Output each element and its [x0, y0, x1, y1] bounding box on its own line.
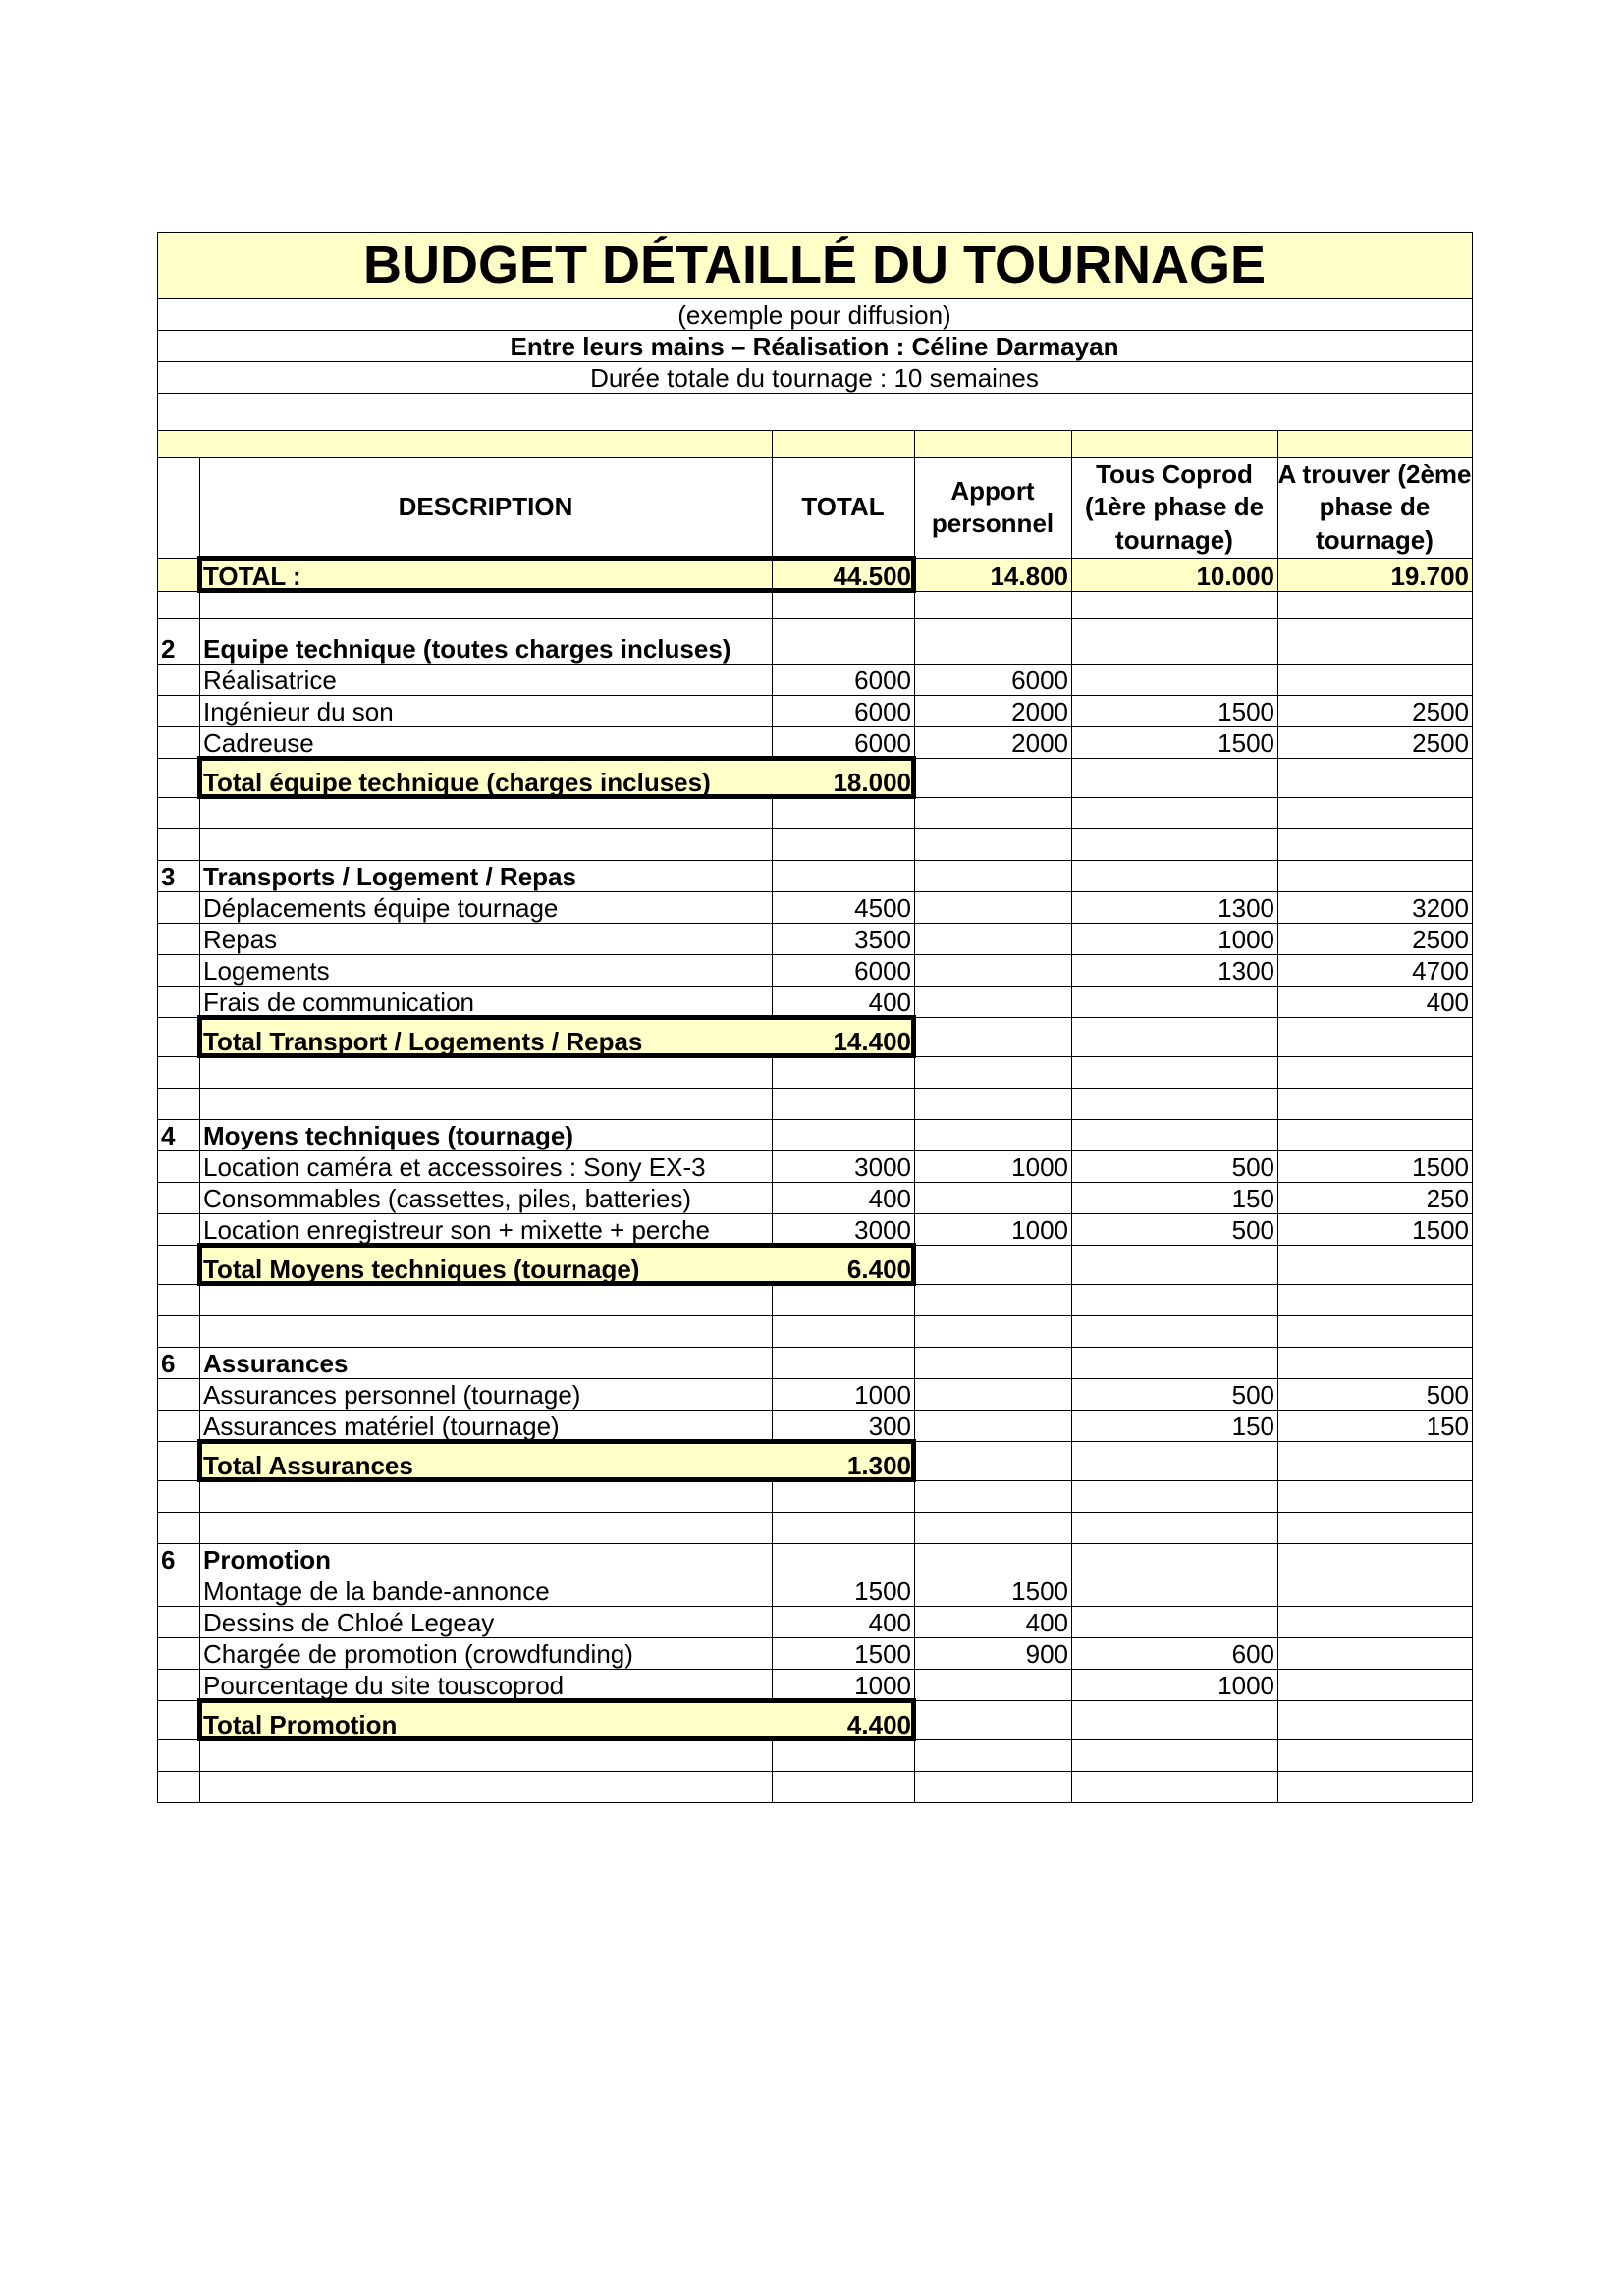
item-apport	[914, 1669, 1071, 1700]
item-description: Ingénieur du son	[203, 697, 394, 726]
item-trouver	[1277, 1606, 1472, 1637]
item-description: Frais de communication	[203, 988, 474, 1017]
budget-sheet	[157, 232, 1472, 1837]
grand-total-box	[197, 556, 916, 593]
highlight-fill	[157, 430, 1472, 457]
item-description: Chargée de promotion (crowdfunding)	[203, 1639, 633, 1669]
item-coprod: 1300	[1217, 893, 1274, 923]
item-trouver: 2500	[1412, 925, 1469, 954]
item-description: Assurances matériel (tournage)	[203, 1412, 560, 1441]
item-total: 6000	[854, 956, 911, 986]
item-description: Dessins de Chloé Legeay	[203, 1608, 495, 1637]
row-line	[157, 1802, 1472, 1803]
item-apport: 2000	[1011, 697, 1068, 726]
item-trouver: 150	[1426, 1412, 1469, 1441]
subtotal-value: 6.400	[846, 1255, 911, 1284]
item-trouver: 250	[1426, 1184, 1469, 1213]
subtotal-box	[197, 1015, 916, 1058]
item-apport	[914, 954, 1071, 986]
item-description: Réalisatrice	[203, 666, 337, 695]
item-total: 1500	[854, 1639, 911, 1669]
item-apport	[914, 1410, 1071, 1441]
subtotal-label: Total équipe technique (charges incluses)	[203, 768, 711, 797]
item-total: 3000	[854, 1152, 911, 1182]
item-apport	[914, 891, 1071, 923]
item-coprod: 1000	[1217, 925, 1274, 954]
item-apport: 6000	[1011, 666, 1068, 695]
row-line	[157, 1315, 1472, 1316]
page-title: BUDGET DÉTAILLÉ DU TOURNAGE	[362, 236, 1266, 294]
col-line	[1472, 232, 1473, 1802]
subtotal-label: Total Moyens techniques (tournage)	[203, 1255, 640, 1284]
item-description: Consommables (cassettes, piles, batteries)	[203, 1184, 692, 1213]
item-coprod: 1300	[1217, 956, 1274, 986]
item-apport	[914, 986, 1071, 1017]
subtotal-value: 18.000	[833, 768, 911, 797]
item-total: 6000	[854, 728, 911, 758]
item-trouver: 4700	[1412, 956, 1469, 986]
subtotal-value: 14.400	[833, 1027, 911, 1056]
header-trouver: A trouver (2ème phase de tournage)	[1277, 459, 1472, 555]
item-apport	[914, 1378, 1071, 1410]
item-apport	[914, 1182, 1071, 1213]
item-total: 3000	[854, 1215, 911, 1245]
subtotal-value: 1.300	[846, 1451, 911, 1480]
item-apport: 1000	[1011, 1215, 1068, 1245]
section-heading: Equipe technique (toutes charges incluses)	[203, 634, 731, 664]
row-line	[157, 1512, 1472, 1513]
item-description: Repas	[203, 925, 278, 954]
section-heading: Promotion	[203, 1545, 331, 1575]
item-total: 1000	[854, 1380, 911, 1410]
section-number: 6	[161, 1545, 176, 1575]
item-apport: 400	[1025, 1608, 1068, 1637]
item-coprod: 600	[1231, 1639, 1274, 1669]
item-apport: 2000	[1011, 728, 1068, 758]
subtitle-line: (exemple pour diffusion)	[677, 300, 951, 330]
subtotal-box	[197, 1243, 916, 1286]
item-total: 1500	[854, 1576, 911, 1606]
row-line	[157, 828, 1472, 829]
item-trouver: 1500	[1412, 1152, 1469, 1182]
row-line	[157, 1088, 1472, 1089]
item-trouver: 2500	[1412, 728, 1469, 758]
item-trouver	[1277, 664, 1472, 695]
header-coprod: Tous Coprod (1ère phase de tournage)	[1084, 459, 1265, 555]
item-apport: 1000	[1011, 1152, 1068, 1182]
grand-total-trouver: 19.700	[1390, 561, 1469, 591]
item-coprod	[1071, 1575, 1277, 1606]
subtotal-label: Total Transport / Logements / Repas	[203, 1027, 643, 1056]
item-coprod: 1500	[1217, 728, 1274, 758]
item-description: Déplacements équipe tournage	[203, 893, 559, 923]
item-coprod: 150	[1231, 1412, 1274, 1441]
item-total: 6000	[854, 666, 911, 695]
item-coprod	[1071, 986, 1277, 1017]
item-total: 400	[868, 1608, 911, 1637]
item-description: Assurances personnel (tournage)	[203, 1380, 581, 1410]
header-description: DESCRIPTION	[398, 492, 573, 522]
item-coprod: 1500	[1217, 697, 1274, 726]
section-number: 4	[161, 1121, 176, 1150]
section-number: 2	[161, 634, 176, 664]
item-total: 400	[868, 1184, 911, 1213]
item-total: 3500	[854, 925, 911, 954]
item-description: Pourcentage du site touscoprod	[203, 1671, 565, 1700]
item-trouver	[1277, 1637, 1472, 1669]
item-trouver: 3200	[1412, 893, 1469, 923]
grand-total-label: TOTAL :	[203, 561, 301, 591]
item-coprod	[1071, 1606, 1277, 1637]
item-description: Montage de la bande-annonce	[203, 1576, 550, 1606]
duration-line: Durée totale du tournage : 10 semaines	[590, 363, 1039, 393]
item-trouver	[1277, 1575, 1472, 1606]
item-total: 1000	[854, 1671, 911, 1700]
item-apport: 1500	[1011, 1576, 1068, 1606]
item-total: 400	[868, 988, 911, 1017]
grand-total-coprod: 10.000	[1196, 561, 1274, 591]
item-description: Location enregistreur son + mixette + perche	[203, 1215, 710, 1245]
item-trouver: 400	[1426, 988, 1469, 1017]
item-trouver: 1500	[1412, 1215, 1469, 1245]
item-trouver: 500	[1426, 1380, 1469, 1410]
row-line	[157, 393, 1472, 394]
subtotal-label: Total Promotion	[203, 1710, 398, 1739]
subtotal-label: Total Assurances	[203, 1451, 413, 1480]
section-heading: Moyens techniques (tournage)	[203, 1121, 574, 1150]
item-coprod: 150	[1231, 1184, 1274, 1213]
section-heading: Assurances	[203, 1349, 349, 1378]
item-apport: 900	[1025, 1639, 1068, 1669]
item-description: Cadreuse	[203, 728, 314, 758]
subtotal-box	[197, 756, 916, 799]
item-trouver	[1277, 1669, 1472, 1700]
header-apport: Apport personnel	[931, 475, 1055, 538]
header-total: TOTAL	[801, 492, 885, 522]
item-total: 4500	[854, 893, 911, 923]
item-total: 300	[868, 1412, 911, 1441]
grand-total-apport: 14.800	[990, 561, 1068, 591]
subtotal-value: 4.400	[846, 1710, 911, 1739]
section-heading: Transports / Logement / Repas	[203, 862, 576, 891]
item-coprod: 500	[1231, 1215, 1274, 1245]
section-number: 6	[161, 1349, 176, 1378]
row-line	[157, 1771, 1472, 1772]
item-apport	[914, 923, 1071, 954]
section-number: 3	[161, 862, 176, 891]
grand-total-total: 44.500	[833, 561, 911, 591]
item-trouver: 2500	[1412, 697, 1469, 726]
item-coprod: 500	[1231, 1380, 1274, 1410]
item-coprod: 1000	[1217, 1671, 1274, 1700]
row-line	[157, 430, 1472, 431]
item-coprod	[1071, 664, 1277, 695]
credit-line: Entre leurs mains – Réalisation : Céline Darmayan	[510, 332, 1119, 361]
item-description: Logements	[203, 956, 330, 986]
item-coprod: 500	[1231, 1152, 1274, 1182]
subtotal-box	[197, 1698, 916, 1741]
item-description: Location caméra et accessoires : Sony EX-3	[203, 1152, 706, 1182]
item-total: 6000	[854, 697, 911, 726]
subtotal-box	[197, 1439, 916, 1482]
